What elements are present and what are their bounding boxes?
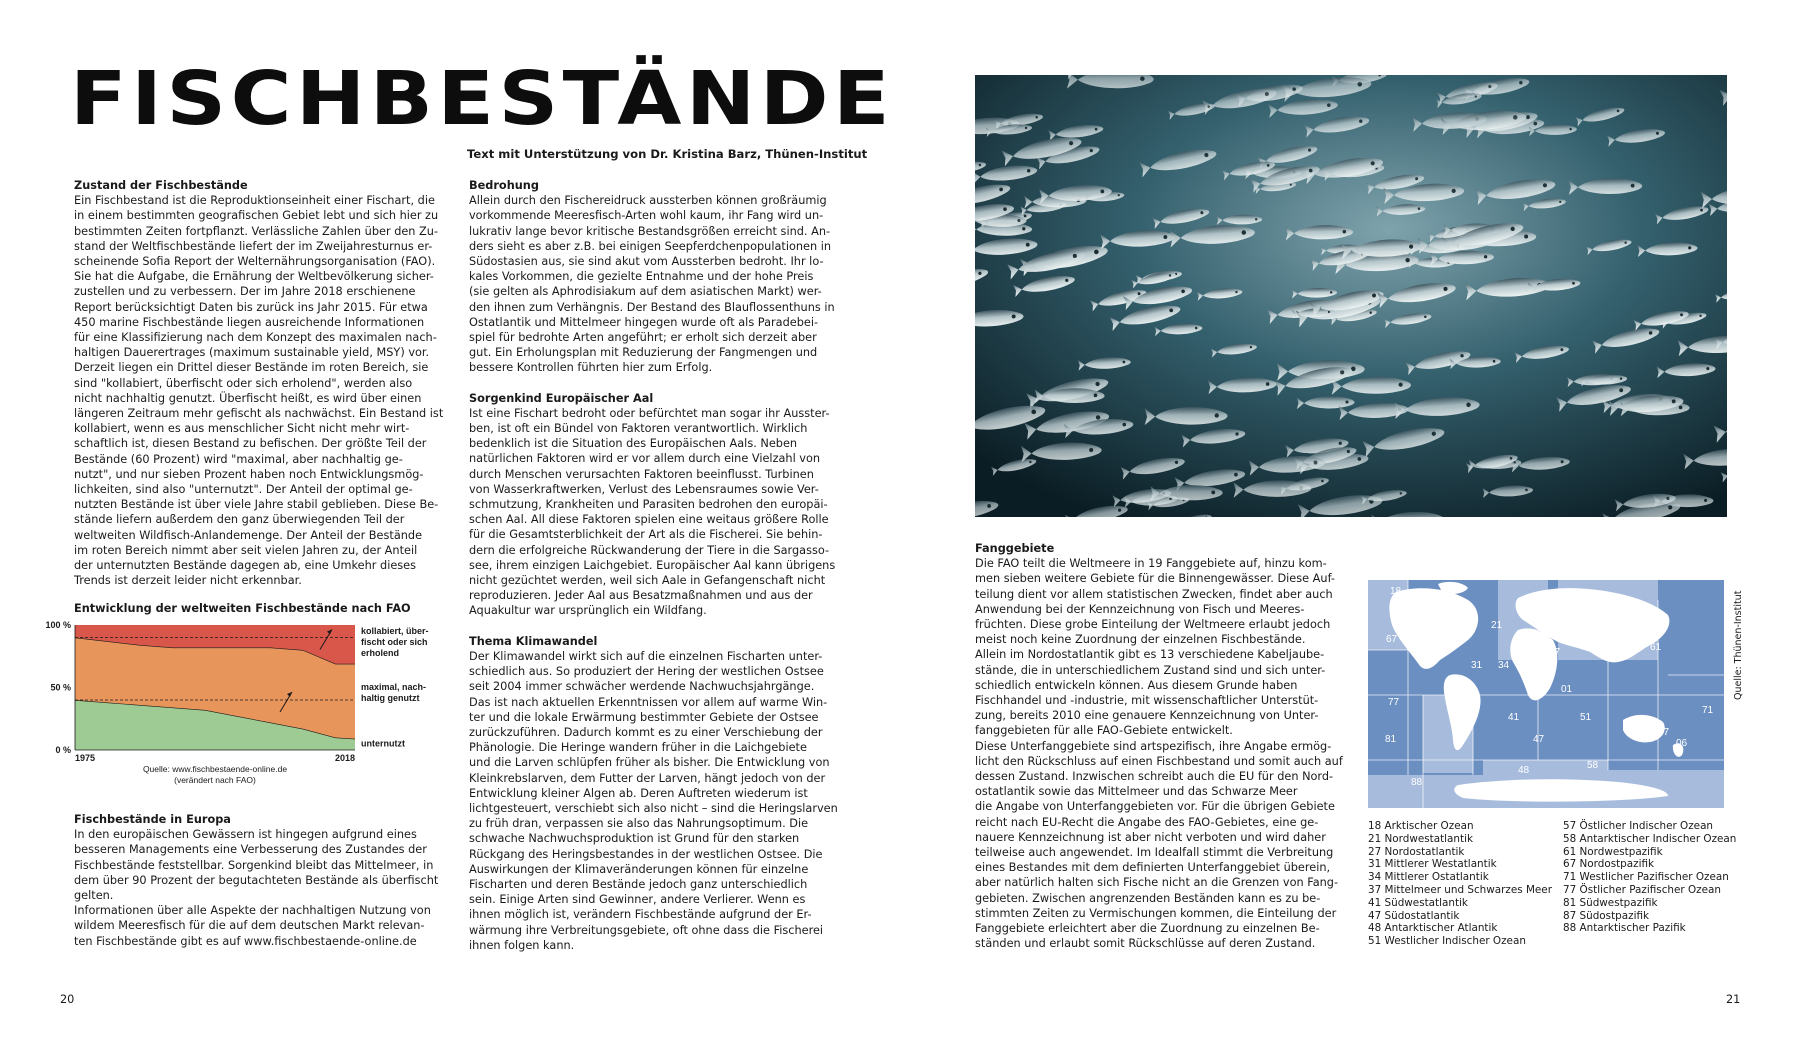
left-column-europe	[74, 812, 449, 949]
map-area-label: 18	[1390, 586, 1402, 597]
map-area-label: 67	[1386, 634, 1398, 645]
map-legend-item: 51 Westlicher Indischer Ozean	[1368, 935, 1526, 948]
map-legend-item: 47 Südostatlantik	[1368, 909, 1460, 922]
map-legend-item: 48 Antarktischer Atlantik	[1368, 922, 1498, 935]
map-area-label: 77	[1388, 697, 1400, 708]
section-text-klimawandel: Der Klimawandel wirkt sich auf die einzelnen Fischarten unter- schiedlich aus. So produziert der Hering der westlichen Ostsee seit 2004 immer schwächer werdende Nachwuchsjahrgänge. Das ist nach aktuellen Erkenntnissen vor allem auf warme Win- ter und die lokale Erwärmung bestimmter Gebiete der Ostsee zurückzuführen. Dadurch kommt es zu einer Verschiebung der Phänologie. Die Heringe wandern früher in die Laichgebiete und die Larven schlüpfen früher als bisher. Die Entwicklung von Kleinkrebslarven, dem Futter der Larven, hängt jedoch von der Entwicklung kleiner Algen ab. Deren Auftreten wiederum ist lichtgesteuert, verschiebt sich also nicht – sind die Heringslarven zu früh dran, verpassen sie also das Nahrungsoptimum. Die schwache Nachwuchsproduktion ist Grund für den starken Rückgang des Heringsbestandes in der westlichen Ostsee. Die Auswirkungen der Klimaveränderungen können für einzelne Fischarten und deren Bestände jedoch ganz unterschiedlich sein. Einige Arten sind Gewinner, andere Verlierer. Wenn es ihnen möglich ist, verändern Fischbestände aufgrund der Er- wärmung ihre Verbreitungsgebiete, oft ohne dass die Fischerei ihnen folgen kann.	[469, 649, 838, 952]
section-heading-klimawandel: Thema Klimawandel	[469, 634, 598, 648]
map-area-label: 37	[1549, 647, 1561, 658]
map-legend-item: 88 Antarktischer Pazifik	[1563, 922, 1686, 935]
section-heading-bedrohung: Bedrohung	[469, 179, 539, 192]
map-area-label: 87	[1464, 706, 1476, 717]
map-legend-item: 34 Mittlerer Ostatlantik	[1368, 871, 1489, 884]
map-area-label: 48	[1518, 765, 1530, 776]
fao-fishing-areas-map	[1368, 580, 1724, 808]
chart-y-tick-label: 100 %	[45, 620, 71, 630]
chart-legend-label: maximal, nach-haltig genutzt	[361, 682, 427, 703]
section-heading-aal: Sorgenkind Europäischer Aal	[469, 391, 654, 405]
section-heading-fanggebiete: Fanggebiete	[975, 542, 1055, 555]
map-area-label: 51	[1580, 712, 1592, 723]
section-heading-europa: Fischbestände in Europa	[74, 813, 231, 826]
map-legend-item: 21 Nordwestatlantik	[1368, 832, 1473, 845]
middle-column	[469, 178, 844, 953]
chart-legend-label: unternutzt	[361, 738, 405, 749]
section-text-fanggebiete: Die FAO teilt die Weltmeere in 19 Fanggebiete auf, hinzu kom- men sieben weitere Gebiete für die Binnengewässer. Diese Auf- teilung dient vor allem statistischen Zwecken, findet aber auch Anwendung bei der Kennzeichnung von Fisch und Meeres- früchten. Diese grobe Einteilung der Weltmeere erlaubt jedoch meist noch keine Zuordnung der einzelnen Fischbestände. Allein im Nordostatlantik gibt es 13 verschiedene Kabeljaube- stände, die in unterschiedlichem Zustand sind und sich unter- schiedlich entwickeln können. Aus diesem Grunde haben Fischhandel und -industrie, mit wissenschaftlicher Unterstüt- zung, bereits 2010 eine genauere Kennzeichnung von Unter- fanggebieten für alle FAO-Gebiete entwickelt. Diese Unterfanggebiete sind artspezifisch, ihre Angabe ermög- licht den Rückschluss auf einen Fischbestand und somit auch auf dessen Zustand. Inzwischen schreibt auch die EU für den Nord- ostatlantik sowie das Mittelmeer und das Schwarze Meer die Angabe von Unterfanggebieten vor. Für die übrigen Gebiete reicht nach EU-Recht die Angabe des FAO-Gebietes, eine ge- nauere Kennzeichnung ist aber nicht verboten und wird daher teilweise auch angewendet. Im Idealfall stimmt die Verbreitung eines Bestandes mit dem definierten Unterfanggebiet überein, aber natürlich halten sich Fische nicht an die Grenzen von Fang- gebieten. Zwischen angrenzenden Beständen kann es zu be- stimmten Zeiten zu Vermischungen kommen, die Einteilung der Fanggebiete erleichtert aber die Zuordnung zu einzelnen Be- ständen und erlaubt somit Rückschlüsse auf deren Zustand.	[975, 557, 1343, 951]
fish-school-photo	[975, 75, 1727, 517]
map-legend-item: 31 Mittlerer Westatlantik	[1368, 858, 1497, 871]
map-legend-item: 67 Nordostpazifik	[1563, 858, 1655, 871]
section-text-europa: In den europäischen Gewässern ist hingegen aufgrund eines besseren Managements eine Verbesserung des Zustandes der Fischbestände feststellbar. Sorgenkind bleibt das Mittelmeer, in dem über 90 Prozent der begutachteten Bestände als überfischt gelten. Informationen über alle Aspekte der nachhaltigen Nutzung von wildem Meeresfisch für die auf dem deutschen Markt relevan- ten Fischbestände gibt es auf www.fischbestaende-online.de	[74, 828, 439, 948]
map-area-label: 21	[1491, 620, 1503, 631]
map-area-label: 06	[1676, 738, 1688, 749]
map-legend-right	[1563, 820, 1763, 935]
chart-x-tick-label: 2018	[334, 753, 355, 763]
map-area-label: 47	[1533, 734, 1545, 745]
map-legend-item: 27 Nordostatlantik	[1368, 845, 1465, 858]
page-number-right: 21	[1726, 993, 1741, 1006]
map-source: Quelle: Thünen-Institut	[1733, 590, 1744, 700]
author-credit: Text mit Unterstützung von Dr. Kristina Barz, Thünen-Institut	[467, 147, 868, 161]
section-text-aal: Ist eine Fischart bedroht oder befürchtet man sogar ihr Ausster- ben, ist oft ein Bündel von Faktoren verantwortlich. Wirklich bedenklich ist die Situation des Europäischen Aals. Neben natürlichen Faktoren wird er vor allem durch eine Vielzahl von durch Menschen verursachten Faktoren beeinflusst. Turbinen von Wasserkraftwerken, Verlust des Lebensraumes sowie Ver- schmutzung, Krankheiten und Parasiten bedrohen den europäi- schen Aal. All diese Faktoren spielen eine weitaus größere Rolle für die Gesamtsterblichkeit der Art als die Fischerei. Sie behin- dern die erfolgreiche Rückwanderung der Tiere in die Sargasso- see, ihrem einzigen Laichgebiet. Europäischer Aal kann übrigens nicht gezüchtet werden, weil sich Aale in Gefangenschaft nicht reproduzieren. Jeder Aal aus Besatzmaßnahmen und aus der Aquakultur war ursprünglich ein Wildfang.	[469, 406, 836, 618]
map-area-label: 61	[1650, 642, 1662, 653]
map-area-label: 71	[1702, 705, 1714, 716]
map-area-label: 58	[1587, 760, 1599, 771]
page-number-left: 20	[60, 993, 75, 1006]
map-area-label: 27	[1528, 596, 1540, 607]
map-legend-item: 71 Westlicher Pazifischer Ozean	[1563, 871, 1729, 884]
map-legend-item: 37 Mittelmeer und Schwarzes Meer	[1368, 883, 1552, 896]
map-legend-item: 87 Südostpazifik	[1563, 909, 1650, 922]
chart-source: Quelle: www.fischbestaende-online.de (verändert nach FAO)	[142, 764, 288, 785]
map-legend-item: 57 Östlicher Indischer Ozean	[1563, 820, 1714, 832]
fish-stock-chart	[40, 615, 450, 785]
map-legend-item: 77 Östlicher Pazifischer Ozean	[1563, 883, 1721, 896]
map-area-label: 31	[1471, 660, 1483, 671]
map-area-label: 57	[1658, 727, 1670, 738]
map-area-label: 08	[1616, 785, 1628, 796]
map-area-label: 01	[1561, 684, 1573, 695]
map-legend-item: 61 Nordwestpazifik	[1563, 845, 1663, 858]
left-column	[74, 178, 449, 588]
map-area-label: 04	[1598, 646, 1610, 657]
chart-y-tick-label: 50 %	[50, 682, 71, 693]
chart-x-tick-label: 1975	[75, 753, 96, 763]
chart-title: Entwicklung der weltweiten Fischbestände nach FAO	[74, 602, 411, 615]
map-legend-item: 41 Südwestatlantik	[1368, 896, 1468, 909]
map-area-label: 05	[1614, 612, 1626, 623]
map-legend-left	[1368, 820, 1558, 948]
map-area-label: 88	[1411, 777, 1423, 788]
map-area-label: 34	[1498, 660, 1510, 671]
section-text-bedrohung: Allein durch den Fischereidruck aussterben können großräumig vorkommende Meeresfisch-Arten wohl kaum, ihr Fang wird un- lukrativ lange bevor kritische Bestandsgrößen erreicht sind. An- ders sieht es aber z.B. bei einigen Seepferdchenpopulationen in Südostasien aus, sie sind akut vom Aussterben bedroht. Ihr lo- kales Vorkommen, die gezielte Entnahme und der hohe Preis (sie gelten als Aphrodisiakum auf dem asiatischen Markt) wer- den ihnen zum Verhängnis. Der Bestand des Blauflossenthuns in Ostatlantik und Mittelmeer hingegen wurde oft als Paradebei- spiel für bedrohte Arten angeführt; er erholt sich derzeit aber gut. Ein Erholungsplan mit Reduzierung der Fangmengen und bessere Kontrollen führten hier zum Erfolg.	[469, 194, 835, 375]
map-legend-item: 81 Südwestpazifik	[1563, 896, 1658, 909]
map-area-label: 41	[1508, 712, 1520, 723]
map-legend-item: 58 Antarktischer Indischer Ozean	[1563, 832, 1737, 845]
section-text-zustand: Ein Fischbestand ist die Reproduktionseinheit einer Fischart, die in einem bestimmten geografischen Gebiet lebt und sich hier zu bestimmten Zeiten fortpflanzt. Verlässliche Zahlen über den Zu- stand der Weltfischbestände liefert der im Zweijahresturnus er- scheinende Sofia Report der Welternährungsorganisation (FAO). Sie hat die Aufgabe, die Ernährung der Weltbevölkerung sicher- zustellen und zu verbessern. Der im Jahre 2018 erschienene Report berücksichtigt Daten bis zurück ins Jahr 2015. Für etwa 450 marine Fischbestände liegen ausreichende Informationen für eine Klassifizierung nach dem Konzept des maximalen nach- haltigen Dauerertrages (maximum sustainable yield, MSY) vor. Derzeit liegen ein Drittel dieser Bestände im roten Bereich, sie sind "kollabiert, überfischt oder sich erholend", werden also nicht nachhaltig genutzt. Überfischt heißt, es wird über einen längeren Zeitraum mehr gefischt als nachwächst. Ein Bestand ist kollabiert, wenn es aus menschlicher Sicht nicht mehr wirt- schaftlich ist, diesen Bestand zu befischen. Der größte Teil der Bestände (60 Prozent) wird "maximal, aber nachhaltig ge- nutzt", und nur sieben Prozent haben noch Entwicklungsmög- lichkeiten, sind also "unternutzt". Der Anteil der optimal ge- nutzten Bestände ist über viele Jahre stabil geblieben. Diese Be- stände liefern außerdem den ganz überwiegenden Teil der weltweiten Wildfisch-Anlandemenge. Der Anteil der Bestände im roten Bereich nimmt aber seit vielen Jahren zu, der Anteil der unternutzten Bestände dagegen ab, eine Umkehr dieses Trends ist derzeit leider nicht erkennbar.	[74, 194, 444, 588]
right-column	[975, 541, 1350, 951]
page-title: FISCHBESTÄNDE	[70, 56, 895, 142]
map-legend-item: 18 Arktischer Ozean	[1368, 820, 1474, 832]
map-area-label: 81	[1385, 734, 1397, 745]
chart-legend-label: kollabiert, über-fischt oder sich erholend	[361, 625, 429, 658]
section-heading-zustand: Zustand der Fischbestände	[74, 179, 248, 192]
chart-y-tick-label: 0 %	[55, 745, 71, 755]
map-area-label: 02	[1430, 634, 1442, 645]
